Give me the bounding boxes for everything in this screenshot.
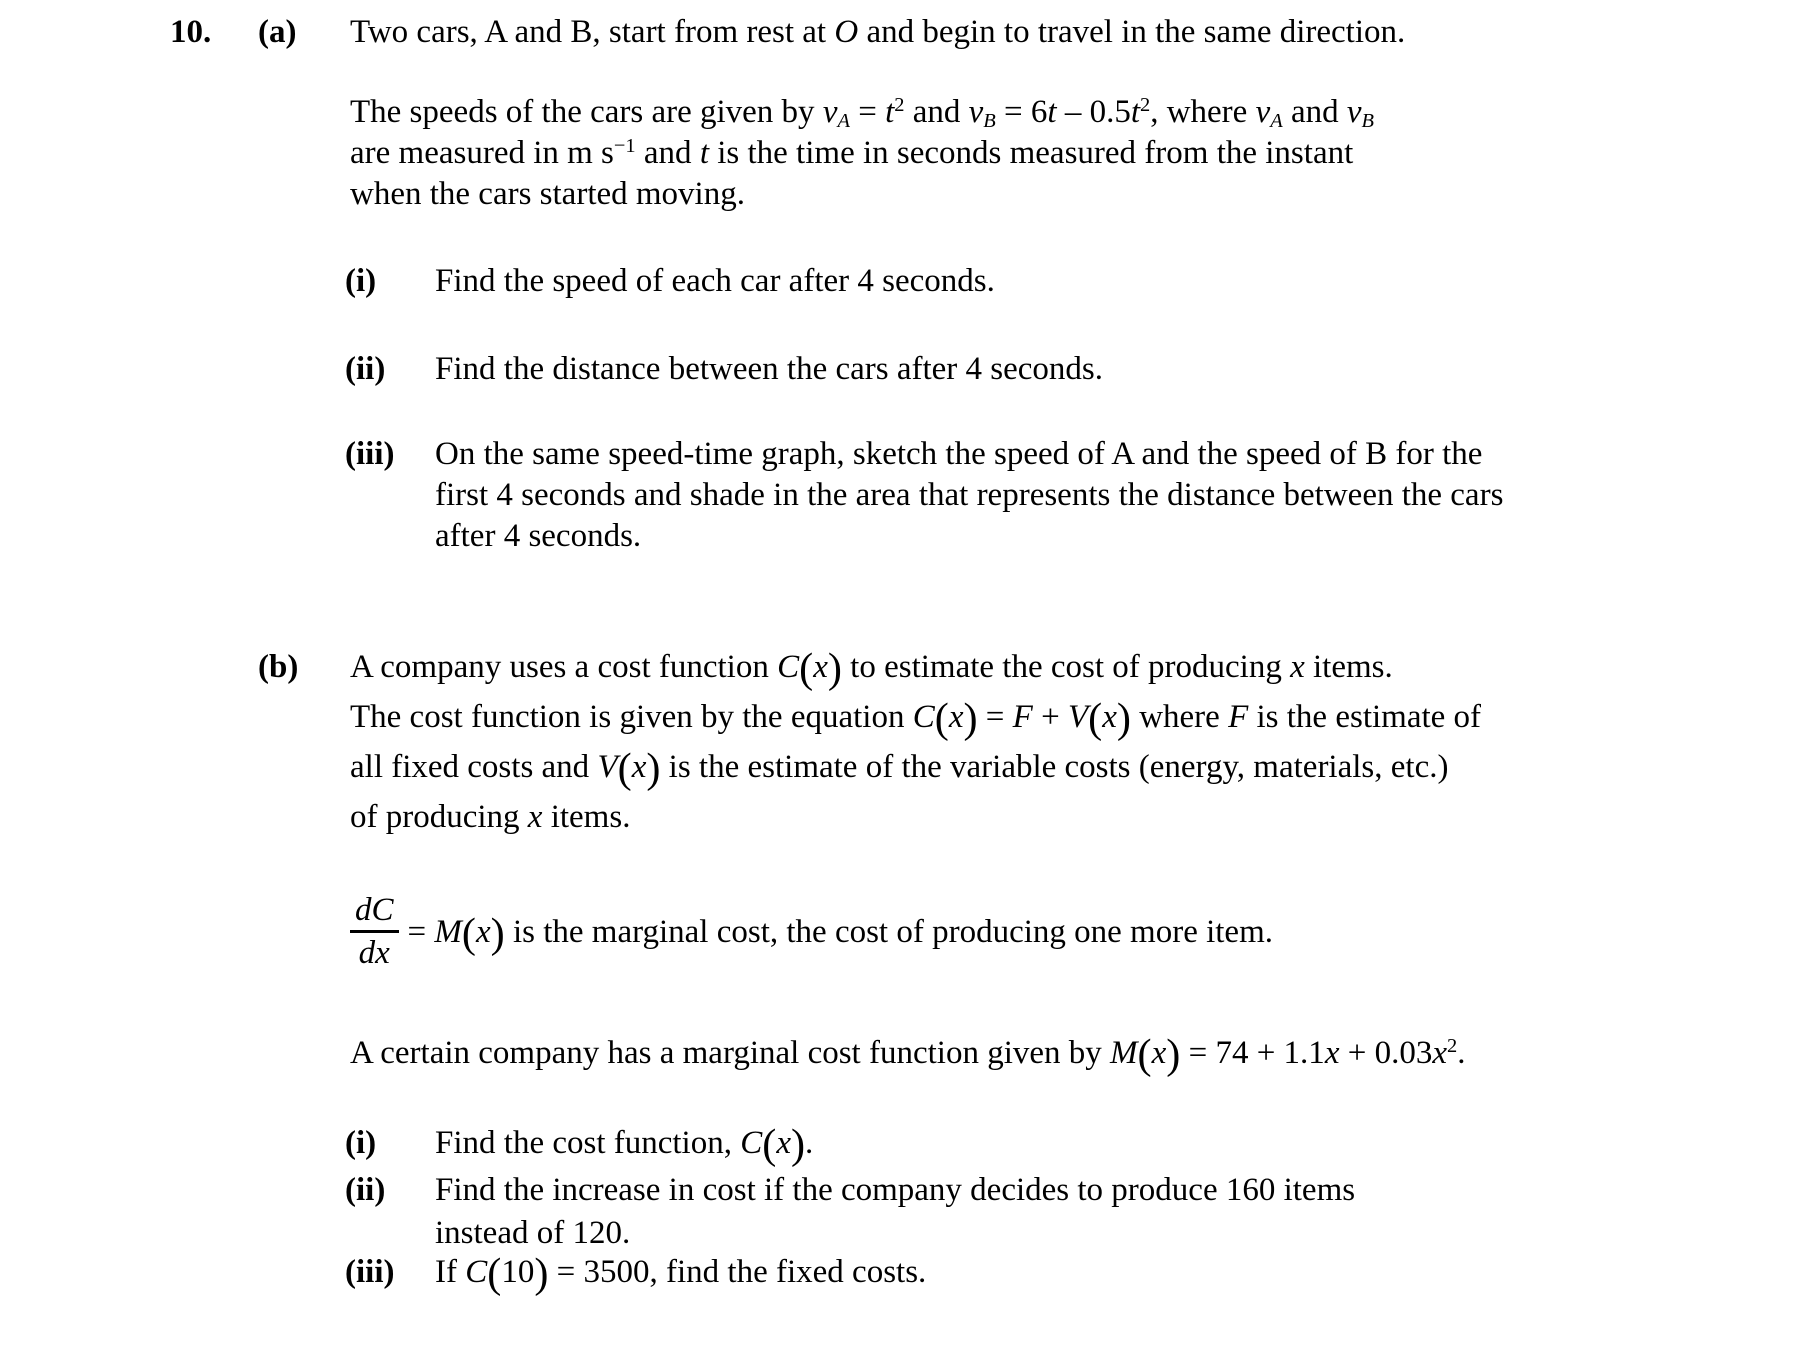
- text-line: Two cars, A and B, start from rest at O and begin to travel in the same direction.: [350, 14, 1406, 50]
- text-line: after 4 seconds.: [435, 518, 642, 554]
- text-line: The cost function is given by the equation C(x) = F + V(x) where F is the estimate of: [350, 695, 1482, 743]
- text-line: when the cars started moving.: [350, 176, 745, 212]
- item-text: [435, 1169, 1355, 1255]
- text-line: Find the speed of each car after 4 seconds.: [435, 263, 995, 299]
- text-line: all fixed costs and V(x) is the estimate of the variable costs (energy, materials, etc.): [350, 745, 1449, 793]
- marginal-cost-formula: [350, 890, 1273, 973]
- question-number: 10.: [170, 14, 212, 50]
- part-a-label: (a): [258, 14, 297, 50]
- item-label: (i): [345, 263, 377, 299]
- part-b-label: (b): [258, 649, 299, 685]
- text-line: A certain company has a marginal cost function given by $M(x) = 74 + 1.1x + 0.03x^2$.: [350, 1031, 1466, 1079]
- text-line: are measured in m $s^{-1}$ and t is the time in seconds measured from the instant: [350, 134, 1354, 171]
- item-label: (ii): [345, 351, 386, 387]
- item-text: [435, 349, 1103, 390]
- part-b-item-i: [345, 1121, 814, 1169]
- item-text: [435, 1250, 927, 1298]
- fraction-denominator: dx: [358, 935, 390, 971]
- text-line: Find the cost function, C(x).: [435, 1121, 814, 1169]
- text-line: The speeds of the cars are given by vA = $t^2$ and vB = $6t - 0.5t^2$, where vA and vB: [350, 93, 1375, 133]
- part-b-intro-paragraph: [350, 642, 1481, 842]
- part-a-item-i: [345, 261, 995, 302]
- text-line: On the same speed-time graph, sketch the speed of A and the speed of B for the: [435, 436, 1483, 472]
- dc-dx-fraction: [350, 890, 399, 973]
- item-label: (iii): [345, 1254, 395, 1290]
- part-b-item-ii: [345, 1169, 1355, 1255]
- item-text: [435, 434, 1503, 557]
- part-b-item-iii: [345, 1250, 927, 1298]
- text-line: A company uses a cost function C(x) to estimate the cost of producing x items.: [350, 645, 1393, 693]
- text-line: Find the distance between the cars after 4 seconds.: [435, 351, 1104, 387]
- item-label: (i): [345, 1125, 377, 1161]
- text-line: If C(10) = 3500, find the fixed costs.: [435, 1250, 927, 1298]
- fraction-numerator: dC: [355, 892, 394, 928]
- item-text: [435, 261, 995, 302]
- part-a-item-ii: [345, 349, 1103, 390]
- item-label: (ii): [345, 1172, 386, 1208]
- formula-text: = M(x) is the marginal cost, the cost of producing one more item.: [407, 909, 1274, 957]
- part-a-item-iii: [345, 434, 1503, 557]
- marginal-cost-sentence: [350, 1031, 1466, 1079]
- part-a-speeds-paragraph: [350, 92, 1374, 215]
- text-line: instead of 120.: [435, 1215, 631, 1251]
- text-line: Find the increase in cost if the company decides to produce 160 items: [435, 1172, 1356, 1208]
- item-label: (iii): [345, 436, 395, 472]
- text-line: first 4 seconds and shade in the area that represents the distance between the cars: [435, 477, 1504, 513]
- part-a-intro: [350, 12, 1405, 53]
- text-line: of producing x items.: [350, 799, 631, 835]
- item-text: [435, 1121, 814, 1169]
